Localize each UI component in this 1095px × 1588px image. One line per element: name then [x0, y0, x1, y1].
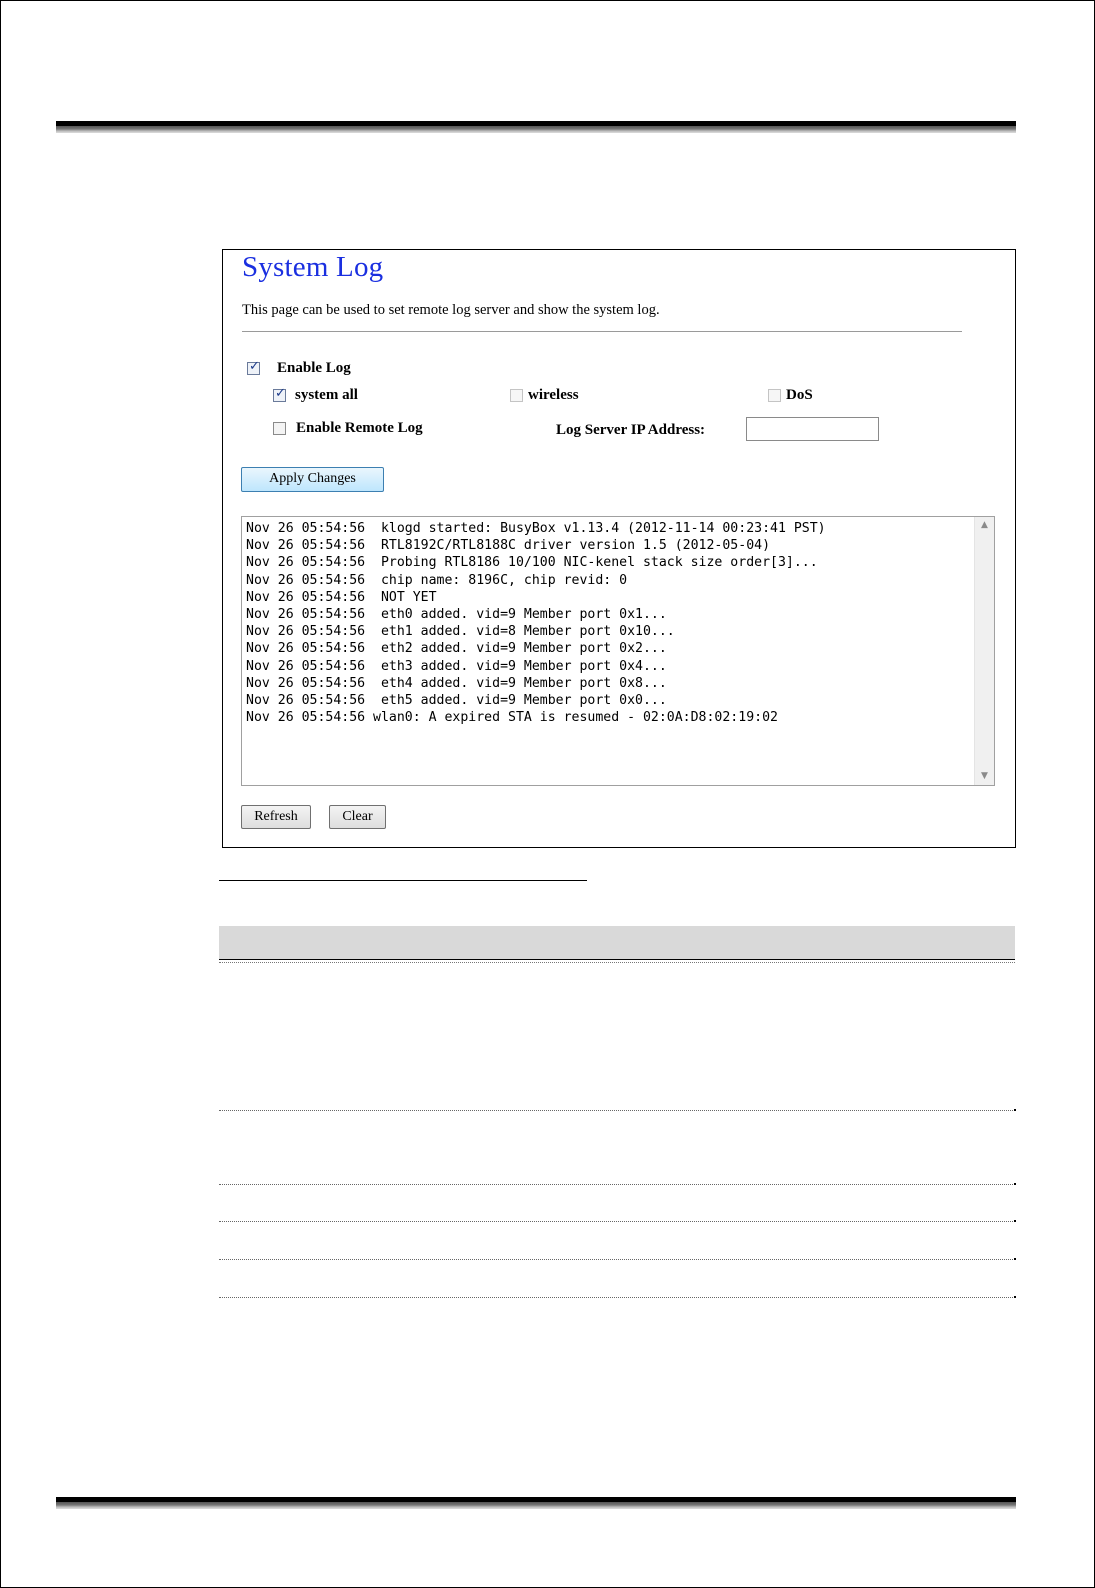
- dos-label: DoS: [786, 387, 813, 403]
- scroll-up-arrow-icon[interactable]: ▲: [981, 520, 988, 530]
- table-row-end: [1014, 1258, 1016, 1260]
- log-line: Nov 26 05:54:56 eth4 added. vid=9 Member port 0x8...: [246, 675, 667, 691]
- enable-remote-log-label: Enable Remote Log: [296, 420, 423, 436]
- table-row-end: [1014, 1220, 1016, 1222]
- wireless-label: wireless: [528, 387, 579, 403]
- log-line: Nov 26 05:54:56 eth5 added. vid=9 Member port 0x0...: [246, 692, 667, 708]
- table-header-rule: [219, 959, 1015, 960]
- table-row-end: [1014, 1109, 1016, 1111]
- system-all-checkbox[interactable]: [273, 389, 286, 402]
- wireless-checkbox[interactable]: [510, 389, 523, 402]
- system-all-label: system all: [295, 387, 358, 403]
- table-row-divider: [219, 1297, 1015, 1298]
- log-line: Nov 26 05:54:56 eth0 added. vid=9 Member port 0x1...: [246, 606, 667, 622]
- table-row-divider: [219, 1221, 1015, 1222]
- enable-remote-log-checkbox[interactable]: [273, 422, 286, 435]
- header-bar: [56, 121, 1016, 133]
- log-line: Nov 26 05:54:56 RTL8192C/RTL8188C driver version 1.5 (2012-05-04): [246, 538, 771, 554]
- system-log-textarea[interactable]: [241, 516, 995, 786]
- table-row-divider: [219, 1184, 1015, 1185]
- table-row-divider: [219, 1110, 1015, 1111]
- dos-checkbox[interactable]: [768, 389, 781, 402]
- caption-underline: [219, 880, 587, 881]
- page-description: This page can be used to set remote log server and show the system log.: [242, 302, 660, 318]
- table-header-rule: [219, 962, 1015, 963]
- apply-changes-button[interactable]: Apply Changes: [241, 467, 384, 492]
- refresh-button[interactable]: Refresh: [241, 805, 311, 829]
- divider: [242, 331, 962, 332]
- log-line: Nov 26 05:54:56 klogd started: BusyBox v1.13.4 (2012-11-14 00:23:41 PST): [246, 521, 826, 536]
- enable-log-checkbox[interactable]: [247, 362, 260, 375]
- table-row-divider: [219, 1259, 1015, 1260]
- table-header: [219, 926, 1015, 959]
- scroll-down-arrow-icon[interactable]: ▼: [981, 771, 988, 781]
- log-line: Nov 26 05:54:56 Probing RTL8186 10/100 NIC-kenel stack size order[3]...: [246, 555, 818, 571]
- table-row-end: [1014, 1183, 1016, 1185]
- log-server-ip-input[interactable]: [746, 417, 879, 441]
- log-line: Nov 26 05:54:56 NOT YET: [246, 589, 437, 605]
- system-log-panel: [222, 249, 1016, 848]
- log-line: Nov 26 05:54:56 eth2 added. vid=9 Member port 0x2...: [246, 641, 667, 657]
- clear-button[interactable]: Clear: [329, 805, 386, 829]
- page-title: System Log: [242, 251, 384, 283]
- log-line: Nov 26 05:54:56 chip name: 8196C, chip revid: 0: [246, 572, 628, 588]
- log-line: Nov 26 05:54:56 eth3 added. vid=9 Member port 0x4...: [246, 658, 667, 674]
- log-lines: [246, 520, 970, 726]
- log-line: Nov 26 05:54:56 eth1 added. vid=8 Member port 0x10...: [246, 624, 675, 640]
- log-line: Nov 26 05:54:56 wlan0: A expired STA is resumed - 02:0A:D8:02:19:02: [246, 710, 778, 726]
- enable-log-label: Enable Log: [277, 360, 351, 376]
- log-server-ip-label: Log Server IP Address:: [556, 422, 706, 438]
- footer-bar: [56, 1497, 1016, 1509]
- table-row-end: [1014, 1296, 1016, 1298]
- log-scrollbar[interactable]: [974, 517, 994, 785]
